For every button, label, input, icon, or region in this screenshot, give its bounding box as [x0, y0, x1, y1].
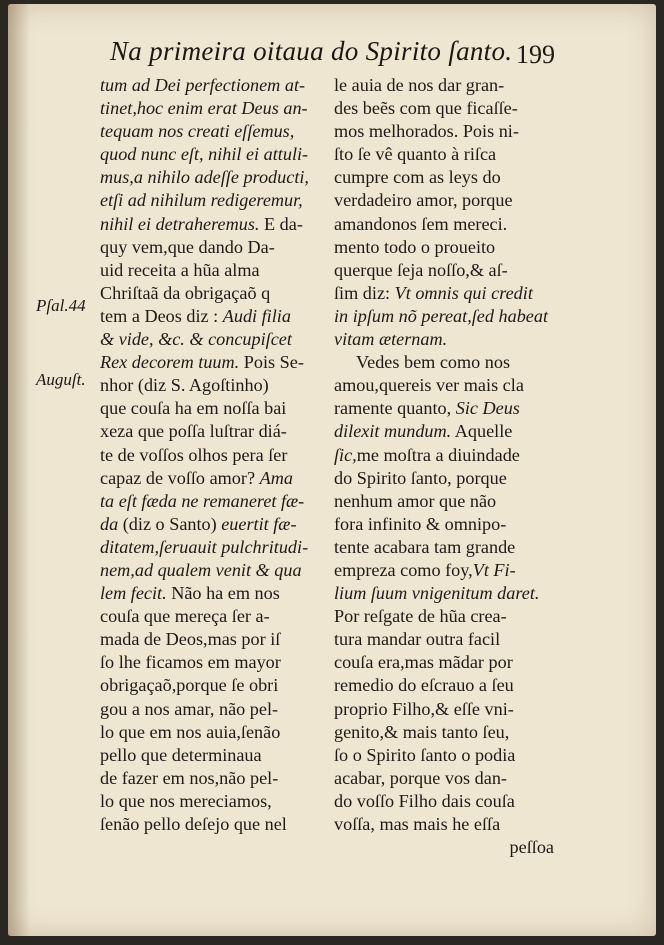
text-line: [100, 374, 332, 397]
body-text: do voſſo Filho dais couſa: [334, 790, 515, 811]
text-line: [334, 282, 568, 305]
catchword: peſſoa: [509, 837, 554, 858]
text-line: [334, 374, 568, 397]
body-text: que couſa ha em noſſa bai: [100, 398, 287, 419]
body-text: E da-: [259, 213, 303, 234]
body-text: te de voſſos olhos pera ſer: [100, 444, 288, 465]
latin-quote-text: nem,ad qualem venit & qua: [100, 559, 302, 580]
body-text: proprio Filho,& eſſe vni-: [334, 698, 514, 719]
text-line: [334, 444, 568, 467]
body-text: mento todo o proueito: [334, 236, 496, 257]
body-text: remedio do eſcrauo a ſeu: [334, 675, 514, 696]
body-text: gou a nos amar, não pel-: [100, 698, 279, 719]
text-line: [100, 744, 332, 767]
latin-quote-text: in ipſum nõ pereat,ſed habeat: [334, 305, 549, 326]
text-line: [334, 120, 568, 143]
body-text: nhor (diz S. Agoſtinho): [100, 375, 269, 396]
text-line: [100, 582, 332, 605]
text-line: [334, 351, 568, 374]
text-line: [100, 767, 332, 790]
text-line: [100, 236, 332, 259]
body-text: Pois Se-: [239, 352, 304, 373]
text-line: [334, 513, 568, 536]
text-line: [334, 305, 568, 328]
text-line: [100, 444, 332, 467]
body-text: amou,quereis ver mais cla: [334, 375, 524, 396]
text-line: [334, 721, 568, 744]
margin-note-psalm: Pſal.44: [36, 296, 86, 315]
body-text: quy vem,que dando Da-: [100, 236, 275, 257]
text-line: [100, 490, 332, 513]
latin-quote-text: ſic,: [334, 444, 357, 465]
latin-quote-text: Sic Deus: [455, 398, 520, 419]
text-line: [334, 467, 568, 490]
body-text: ſo o Spirito ſanto o podia: [334, 744, 516, 765]
body-text: (diz o Santo): [118, 513, 222, 534]
body-text: de fazer em nos,não pel-: [100, 767, 279, 788]
latin-quote-text: Audi filia: [222, 305, 291, 326]
page-fold-shadow: [8, 4, 30, 936]
text-line: [334, 582, 568, 605]
text-line: [334, 74, 568, 97]
latin-quote-text: nihil ei detraheremus.: [100, 213, 260, 234]
body-text: nenhum amor que não: [334, 490, 497, 511]
text-line: [334, 143, 568, 166]
text-line: [100, 143, 332, 166]
latin-quote-text: dilexit mundum.: [334, 421, 452, 442]
body-text: ſto ſe vê quanto à riſca: [334, 144, 497, 165]
text-line: [334, 97, 568, 120]
latin-quote-text: Rex decorem tuum.: [100, 352, 240, 373]
latin-quote-text: tinet,hoc enim erat Deus an-: [100, 98, 308, 119]
body-text: fora infinito & omnipo-: [334, 513, 507, 534]
text-line: [100, 189, 332, 212]
text-line: [334, 490, 568, 513]
text-line: [100, 351, 332, 374]
text-line: [100, 467, 332, 490]
text-line: [100, 305, 332, 328]
body-text: verdadeiro amor, porque: [334, 190, 513, 211]
page-number: 199: [516, 40, 555, 69]
text-line: [334, 767, 568, 790]
body-text: ſim diz:: [334, 282, 395, 303]
body-text: tente acabara tam grande: [334, 536, 516, 557]
latin-quote-text: mus,a nihilo adeſſe producti,: [100, 167, 309, 188]
text-line: [100, 166, 332, 189]
body-text: mada de Deos,mas por iſ: [100, 629, 281, 650]
right-text-column: [334, 74, 568, 859]
text-line: [334, 536, 568, 559]
body-text: couſa era,mas mãdar por: [334, 652, 513, 673]
body-text: amandonos ſem mereci.: [334, 213, 508, 234]
body-text: genito,& mais tanto ſeu,: [334, 721, 510, 742]
body-text: voſſa, mas mais he eſſa: [334, 814, 501, 834]
body-text: querque ſeja noſſo,& aſ-: [334, 259, 508, 280]
body-text: acabar, porque vos dan-: [334, 767, 507, 788]
latin-quote-text: ditatem,ſeruauit pulchritudi-: [100, 536, 309, 557]
body-text: Vedes bem como nos: [356, 352, 511, 373]
text-line: [100, 605, 332, 628]
text-line: [334, 259, 568, 282]
body-text: lo que em nos auia,ſenão: [100, 721, 281, 742]
latin-quote-text: quod nunc eſt, nihil ei attuli-: [100, 144, 309, 165]
body-text: xeza que poſſa luſtrar diá-: [100, 421, 287, 442]
text-line: [100, 513, 332, 536]
text-line: [334, 397, 568, 420]
text-line: [100, 651, 332, 674]
text-line: [334, 328, 568, 351]
body-text: le auia de nos dar gran-: [334, 75, 505, 95]
margin-note-augustine: Auguſt.: [36, 370, 86, 389]
text-line: [334, 213, 568, 236]
body-text: tem a Deos diz :: [100, 305, 223, 326]
latin-quote-text: ta eſt fæda ne remaneret fæ-: [100, 490, 305, 511]
body-text: me moſtra a diuindade: [356, 444, 520, 465]
body-text: obrigaçaõ,porque ſe obri: [100, 675, 279, 696]
latin-quote-text: & vide, &c. & concupiſcet: [100, 329, 292, 350]
text-line: [100, 420, 332, 443]
text-line: [334, 628, 568, 651]
book-page: [8, 4, 656, 936]
text-line: [100, 721, 332, 744]
text-line: [334, 559, 568, 582]
body-text: lo que nos mereciamos,: [100, 790, 272, 811]
latin-quote-text: Ama: [259, 467, 293, 488]
body-text: des beẽs com que ficaſſe-: [334, 98, 518, 119]
latin-quote-text: etſi ad nihilum redigeremur,: [100, 190, 303, 211]
text-line: [334, 790, 568, 813]
text-line: [334, 744, 568, 767]
body-text: mos melhorados. Pois ni-: [334, 121, 519, 142]
latin-quote-text: tum ad Dei perfectionem at-: [100, 75, 306, 95]
text-line: [334, 189, 568, 212]
latin-quote-text: Vt omnis qui credit: [394, 282, 533, 303]
latin-quote-text: Vt Fi-: [472, 559, 516, 580]
body-text: Aquelle: [451, 421, 513, 442]
latin-quote-text: da: [100, 513, 119, 534]
text-line: [334, 605, 568, 628]
text-line: [100, 628, 332, 651]
body-text: Chriſtaã da obrigaçaõ q: [100, 282, 271, 303]
text-line: [100, 813, 332, 836]
text-line: [100, 74, 332, 97]
text-line: [334, 166, 568, 189]
body-text: pello que determinaua: [100, 744, 262, 765]
text-line: [100, 674, 332, 697]
text-line: [100, 97, 332, 120]
body-text: ramente quanto,: [334, 398, 456, 419]
text-line: [334, 420, 568, 443]
text-line: [100, 328, 332, 351]
body-text: Por reſgate de hũa crea-: [334, 606, 507, 627]
running-title: Na primeira oitaua do Spirito ſanto.: [110, 36, 513, 66]
text-line: [100, 259, 332, 282]
left-text-column: [100, 74, 332, 836]
body-text: ſo lhe ficamos em mayor: [100, 652, 281, 673]
body-text: couſa que mereça ſer a-: [100, 606, 270, 627]
body-text: uid receita a hũa alma: [100, 259, 260, 280]
text-line: [100, 282, 332, 305]
body-text: cumpre com as leys do: [334, 167, 501, 188]
text-line: [100, 698, 332, 721]
body-text: capaz de voſſo amor?: [100, 467, 260, 488]
text-line: [334, 698, 568, 721]
body-text: Não ha em nos: [166, 583, 280, 604]
text-line: [334, 674, 568, 697]
text-line: [100, 120, 332, 143]
body-text: do Spirito ſanto, porque: [334, 467, 507, 488]
text-line: [334, 236, 568, 259]
body-text: ſenão pello deſejo que nel: [100, 814, 287, 834]
text-line: [100, 397, 332, 420]
latin-quote-text: lem fecit.: [100, 583, 167, 604]
text-line: [100, 536, 332, 559]
text-line: [100, 213, 332, 236]
text-line: [100, 790, 332, 813]
text-line: [334, 651, 568, 674]
body-text: tura mandar outra facil: [334, 629, 501, 650]
text-line: [100, 559, 332, 582]
latin-quote-text: euertit fæ-: [221, 513, 297, 534]
latin-quote-text: tequam nos creati eſſemus,: [100, 121, 295, 142]
text-line: [334, 813, 568, 836]
latin-quote-text: lium ſuum vnigenitum daret.: [334, 583, 540, 604]
latin-quote-text: vitam æternam.: [334, 329, 448, 350]
body-text: empreza como foy,: [334, 559, 473, 580]
